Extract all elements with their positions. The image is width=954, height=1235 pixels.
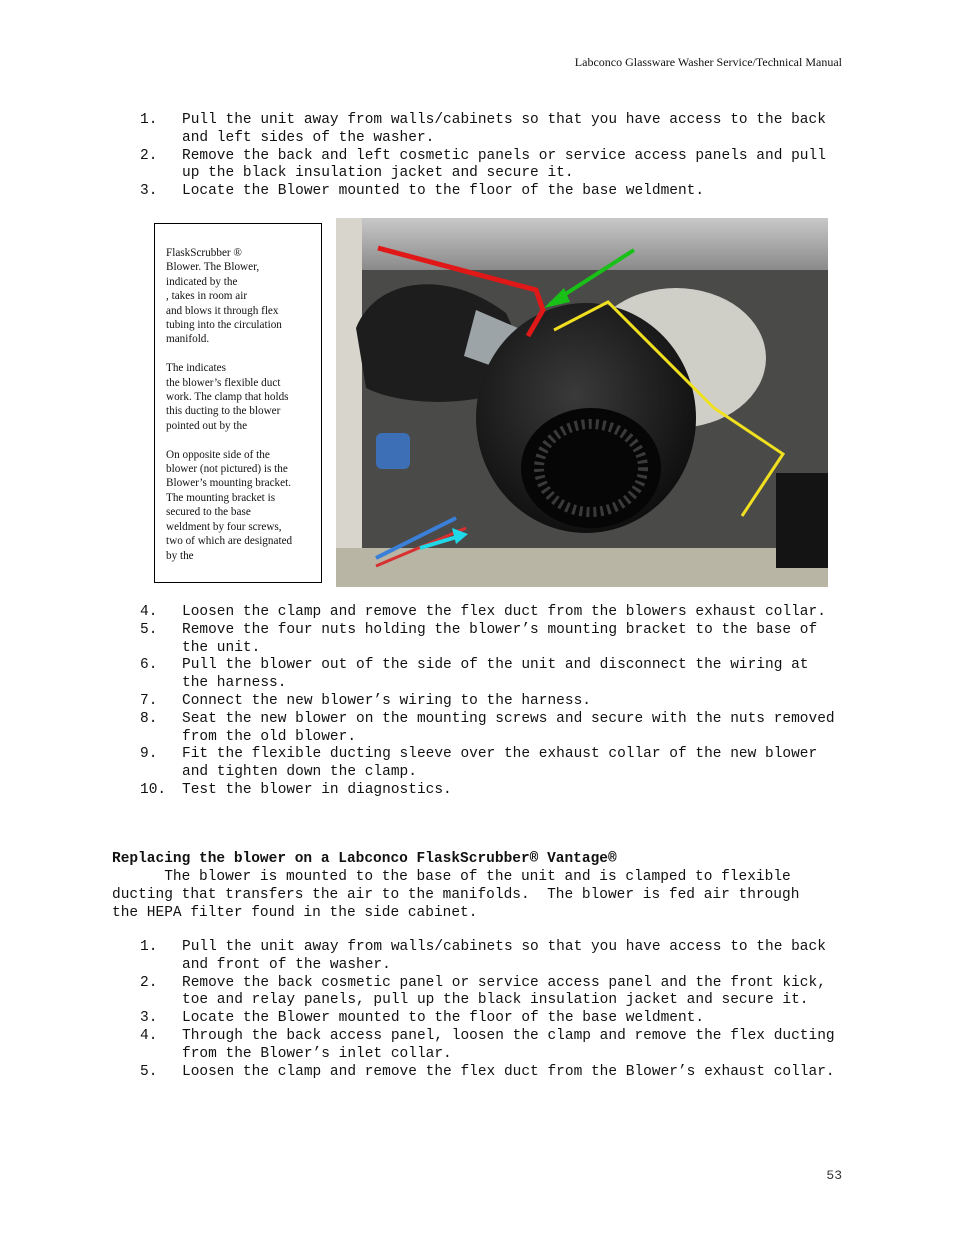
step-text: Loosen the clamp and remove the flex duct from the Blower’s exhaust collar. (182, 1063, 835, 1080)
list-item (140, 622, 840, 658)
step-text: Test the blower in diagnostics. (182, 781, 452, 798)
step-number: 3. (140, 1010, 158, 1027)
step-text: Fit the flexible ducting sleeve over the exhaust collar of the new blower and tighten down the clamp. (182, 746, 818, 781)
step-text: Remove the four nuts holding the blower’s mounting bracket to the base of the unit. (182, 621, 818, 656)
list-item (140, 746, 840, 782)
cabinet-top (336, 218, 828, 270)
list-item (140, 711, 840, 747)
step-number: 2. (140, 147, 158, 164)
step-number: 5. (140, 1063, 158, 1080)
step-number: 4. (140, 1027, 158, 1044)
steps-list-a (140, 112, 840, 201)
step-number: 10. (140, 781, 167, 798)
list-item (140, 657, 840, 693)
step-number: 5. (140, 621, 158, 638)
step-text: Connect the new blower’s wiring to the harness. (182, 692, 591, 709)
list-item (140, 1010, 840, 1028)
list-item (140, 939, 840, 975)
pump-motor (776, 473, 828, 568)
step-text: Pull the unit away from walls/cabinets so that you have access to the back and left sides of the washer. (182, 112, 826, 146)
list-item (140, 112, 840, 148)
photo-caption-box (154, 223, 322, 583)
running-header: Labconco Glassware Washer Service/Technical Manual (574, 55, 842, 69)
step-number: 8. (140, 710, 158, 727)
step-text: Remove the back cosmetic panel or service access panel and the front kick, toe and relay panels, pull up the black insulation jacket and secure it. (182, 974, 826, 1009)
step-number: 3. (140, 183, 158, 200)
blue-valve (376, 433, 410, 469)
list-item (140, 975, 840, 1011)
step-text: Through the back access panel, loosen the clamp and remove the flex ducting from the Blower’s inlet collar. (182, 1027, 835, 1062)
list-item (140, 782, 840, 800)
caption-paragraph-mounting: On opposite side of the blower (not pictured) is the Blower’s mounting bracket. The mounting bracket is secured to the base weldment by four screws, two of which are designated by the (166, 448, 293, 562)
blower-photo (336, 218, 828, 587)
steps-list-c (140, 939, 840, 1081)
page-number: 53 (826, 1168, 842, 1183)
section-heading: Replacing the blower on a Labconco FlaskScrubber® Vantage® (112, 851, 617, 867)
steps-list-b (140, 604, 840, 800)
list-item (140, 1064, 840, 1082)
step-number: 2. (140, 974, 158, 991)
step-text: Pull the unit away from walls/cabinets so that you have access to the back and front of the washer. (182, 939, 826, 973)
base-floor (336, 548, 828, 587)
caption-paragraph-duct: The indicates the blower’s flexible duct work. The clamp that holds this ducting to the blower pointed out by the (166, 362, 289, 432)
step-text: Loosen the clamp and remove the flex duct from the blowers exhaust collar. (182, 604, 826, 620)
step-text: Seat the new blower on the mounting screws and secure with the nuts removed from the old blower. (182, 710, 835, 745)
list-item (140, 1028, 840, 1064)
list-item (140, 604, 840, 622)
step-text: Pull the blower out of the side of the unit and disconnect the wiring at the harness. (182, 657, 809, 692)
section-intro-paragraph: The blower is mounted to the base of the unit and is clamped to flexible ducting that transfers the air to the manifolds. The blower is fed air through the HEPA filter found in the side cabinet. (112, 869, 809, 921)
cabinet-left-wall (336, 218, 362, 587)
step-number: 7. (140, 692, 158, 709)
caption-paragraph-blower: FlaskScrubber ® Blower. The Blower, indicated by the , takes in room air and blows it through flex tubing into the circulation manifold. (166, 247, 282, 346)
list-item (140, 148, 840, 184)
step-text: Remove the back and left cosmetic panels or service access panels and pull up the black insulation jacket and secure it. (182, 147, 826, 182)
step-number: 9. (140, 746, 158, 763)
step-number: 6. (140, 657, 158, 674)
step-text: Locate the Blower mounted to the floor of the base weldment. (182, 1010, 705, 1027)
step-text: Locate the Blower mounted to the floor of the base weldment. (182, 183, 705, 200)
list-item (140, 183, 840, 201)
step-number: 4. (140, 604, 158, 620)
step-number: 1. (140, 112, 158, 128)
step-number: 1. (140, 939, 158, 955)
list-item (140, 693, 840, 711)
